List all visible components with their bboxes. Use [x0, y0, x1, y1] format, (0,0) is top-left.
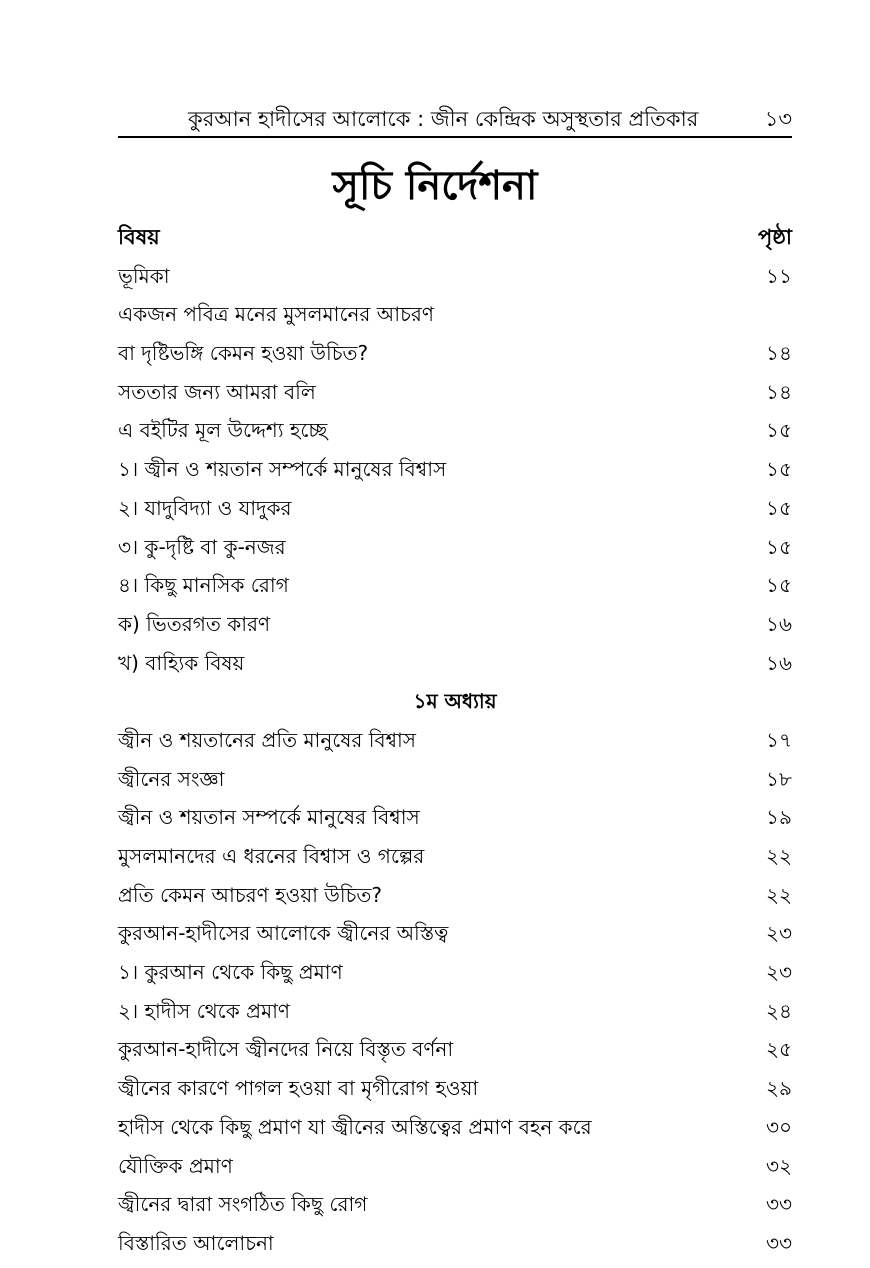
toc-entry-title: ২। যাদুবিদ্যা ও যাদুকর [118, 495, 292, 520]
toc-entry [118, 1147, 792, 1186]
toc-entry-title: কুরআন-হাদীসের আলোকে জ্বীনের অস্তিত্ব [118, 921, 449, 946]
toc-entry [118, 992, 792, 1031]
toc-entry-title: বা দৃষ্টিভঙ্গি কেমন হওয়া উচিত? [118, 341, 369, 366]
toc-entry-page: ২৩ [765, 960, 792, 985]
toc-entry-title: ক) ভিতরগত কারণ [118, 611, 271, 636]
toc-entry [118, 373, 792, 412]
chapter-heading: ১ম অধ্যায় [413, 689, 497, 714]
toc-entry-title: ১। কুরআন থেকে কিছু প্রমাণ [118, 960, 343, 985]
toc-entry-title: জ্বীন ও শয়তানের প্রতি মানুষের বিশ্বাস [118, 727, 417, 752]
toc-entry-page: ১৫ [766, 573, 792, 598]
toc-entry [118, 837, 792, 876]
running-header-title: কুরআন হাদীসের আলোকে : জীন কেন্দ্রিক অসুস্থতার প্রতিকার [188, 107, 699, 131]
toc-entry-title: জ্বীনের কারণে পাগল হওয়া বা মৃগীরোগ হওয়া [118, 1076, 479, 1101]
toc-entry-title: এ বইটির মূল উদ্দেশ্য হচ্ছে [118, 418, 328, 443]
toc-entry [118, 876, 792, 915]
toc-page-label: পৃষ্ঠা [757, 225, 792, 249]
toc-entry [118, 1069, 792, 1108]
toc-entry-page: ১৯ [766, 805, 792, 830]
toc-entry-page: ৩০ [765, 1114, 792, 1139]
toc-entry [118, 1030, 792, 1069]
toc-entry-page: ২২ [765, 882, 792, 907]
toc-subject-label: বিষয় [118, 225, 160, 249]
toc-entry [118, 257, 792, 296]
toc-header-row [118, 218, 792, 257]
toc-entry [118, 528, 792, 567]
toc-entry-page: ১৫ [766, 495, 792, 520]
toc-entry-title: মুসলমানদের এ ধরনের বিশ্বাস ও গল্পের [118, 844, 425, 868]
toc-entry [118, 1108, 792, 1147]
toc-entry-page: ১৫ [766, 534, 792, 559]
toc-entry [118, 914, 792, 953]
toc-entry-page: ১৪ [766, 379, 792, 404]
toc-entry-title: ১। জ্বীন ও শয়তান সম্পর্কে মানুষের বিশ্বাস [118, 457, 447, 482]
toc-entry-page: ২২ [765, 844, 792, 868]
toc-entry-page: ১৫ [766, 457, 792, 482]
toc-entry-page: ২৫ [766, 1037, 792, 1062]
toc-entry-title: সততার জন্য আমরা বলি [118, 379, 316, 404]
toc-entry [118, 295, 792, 334]
toc-entry-page: ২৯ [766, 1076, 792, 1101]
running-header-page-number: ১৩ [764, 107, 792, 131]
toc-entry [118, 953, 792, 992]
toc-entry [118, 1185, 792, 1224]
toc-entry [118, 798, 792, 837]
toc-entry-page: ১৭ [766, 727, 792, 752]
toc-entry [118, 411, 792, 450]
toc-entry-page: ২৩ [765, 921, 792, 946]
toc-entry-page: ৩৩ [765, 1230, 792, 1255]
toc-entry [118, 489, 792, 528]
toc-entry [118, 721, 792, 760]
toc-entry-title: জ্বীন ও শয়তান সম্পর্কে মানুষের বিশ্বাস [118, 805, 420, 830]
toc-entry-page: ১৬ [766, 650, 792, 675]
toc-entry-title: ৪। কিছু মানসিক রোগ [118, 573, 289, 598]
toc-entry [118, 334, 792, 373]
toc-entry-page: ৩২ [765, 1153, 792, 1178]
toc-entry-page: ১৪ [766, 341, 792, 366]
running-header [118, 104, 792, 138]
toc-entry-page: ২৪ [766, 998, 792, 1023]
toc-entry [118, 450, 792, 489]
table-of-contents [118, 218, 792, 1263]
toc-entry-title: একজন পবিত্র মনের মুসলমানের আচরণ [118, 302, 434, 327]
page-title: সূচি নির্দেশনা [332, 163, 538, 209]
toc-entry-title: ভূমিকা [118, 263, 170, 288]
toc-entry-title: হাদীস থেকে কিছু প্রমাণ যা জ্বীনের অস্তিত্বের প্রমাণ বহন করে [118, 1114, 592, 1139]
toc-entry-page: ৩৩ [765, 1192, 792, 1217]
toc-entry-page: ১১ [766, 263, 792, 288]
toc-entry-title: প্রতি কেমন আচরণ হওয়া উচিত? [118, 882, 382, 907]
toc-entry [118, 760, 792, 799]
toc-entry-title: জ্বীনের সংজ্ঞা [118, 766, 225, 791]
toc-entry-page: ১৬ [766, 611, 792, 636]
toc-entry [118, 605, 792, 644]
toc-entry-page: ১৫ [766, 418, 792, 443]
toc-entry-title: কুরআন-হাদীসে জ্বীনদের নিয়ে বিস্তৃত বর্ণনা [118, 1037, 454, 1062]
toc-entry-title: যৌক্তিক প্রমাণ [118, 1153, 233, 1178]
chapter-heading-row [118, 682, 792, 721]
toc-entry-page: ১৮ [766, 766, 792, 791]
toc-entry-title: খ) বাহ্যিক বিষয় [118, 650, 245, 675]
toc-entry-title: ২। হাদীস থেকে প্রমাণ [118, 998, 290, 1023]
toc-entry-title: জ্বীনের দ্বারা সংগঠিত কিছু রোগ [118, 1192, 368, 1217]
toc-entry [118, 1224, 792, 1263]
toc-entry [118, 644, 792, 683]
toc-entry [118, 566, 792, 605]
toc-entry-title: ৩। কু-দৃষ্টি বা কু-নজর [118, 534, 286, 559]
toc-entry-title: বিস্তারিত আলোচনা [118, 1230, 274, 1255]
